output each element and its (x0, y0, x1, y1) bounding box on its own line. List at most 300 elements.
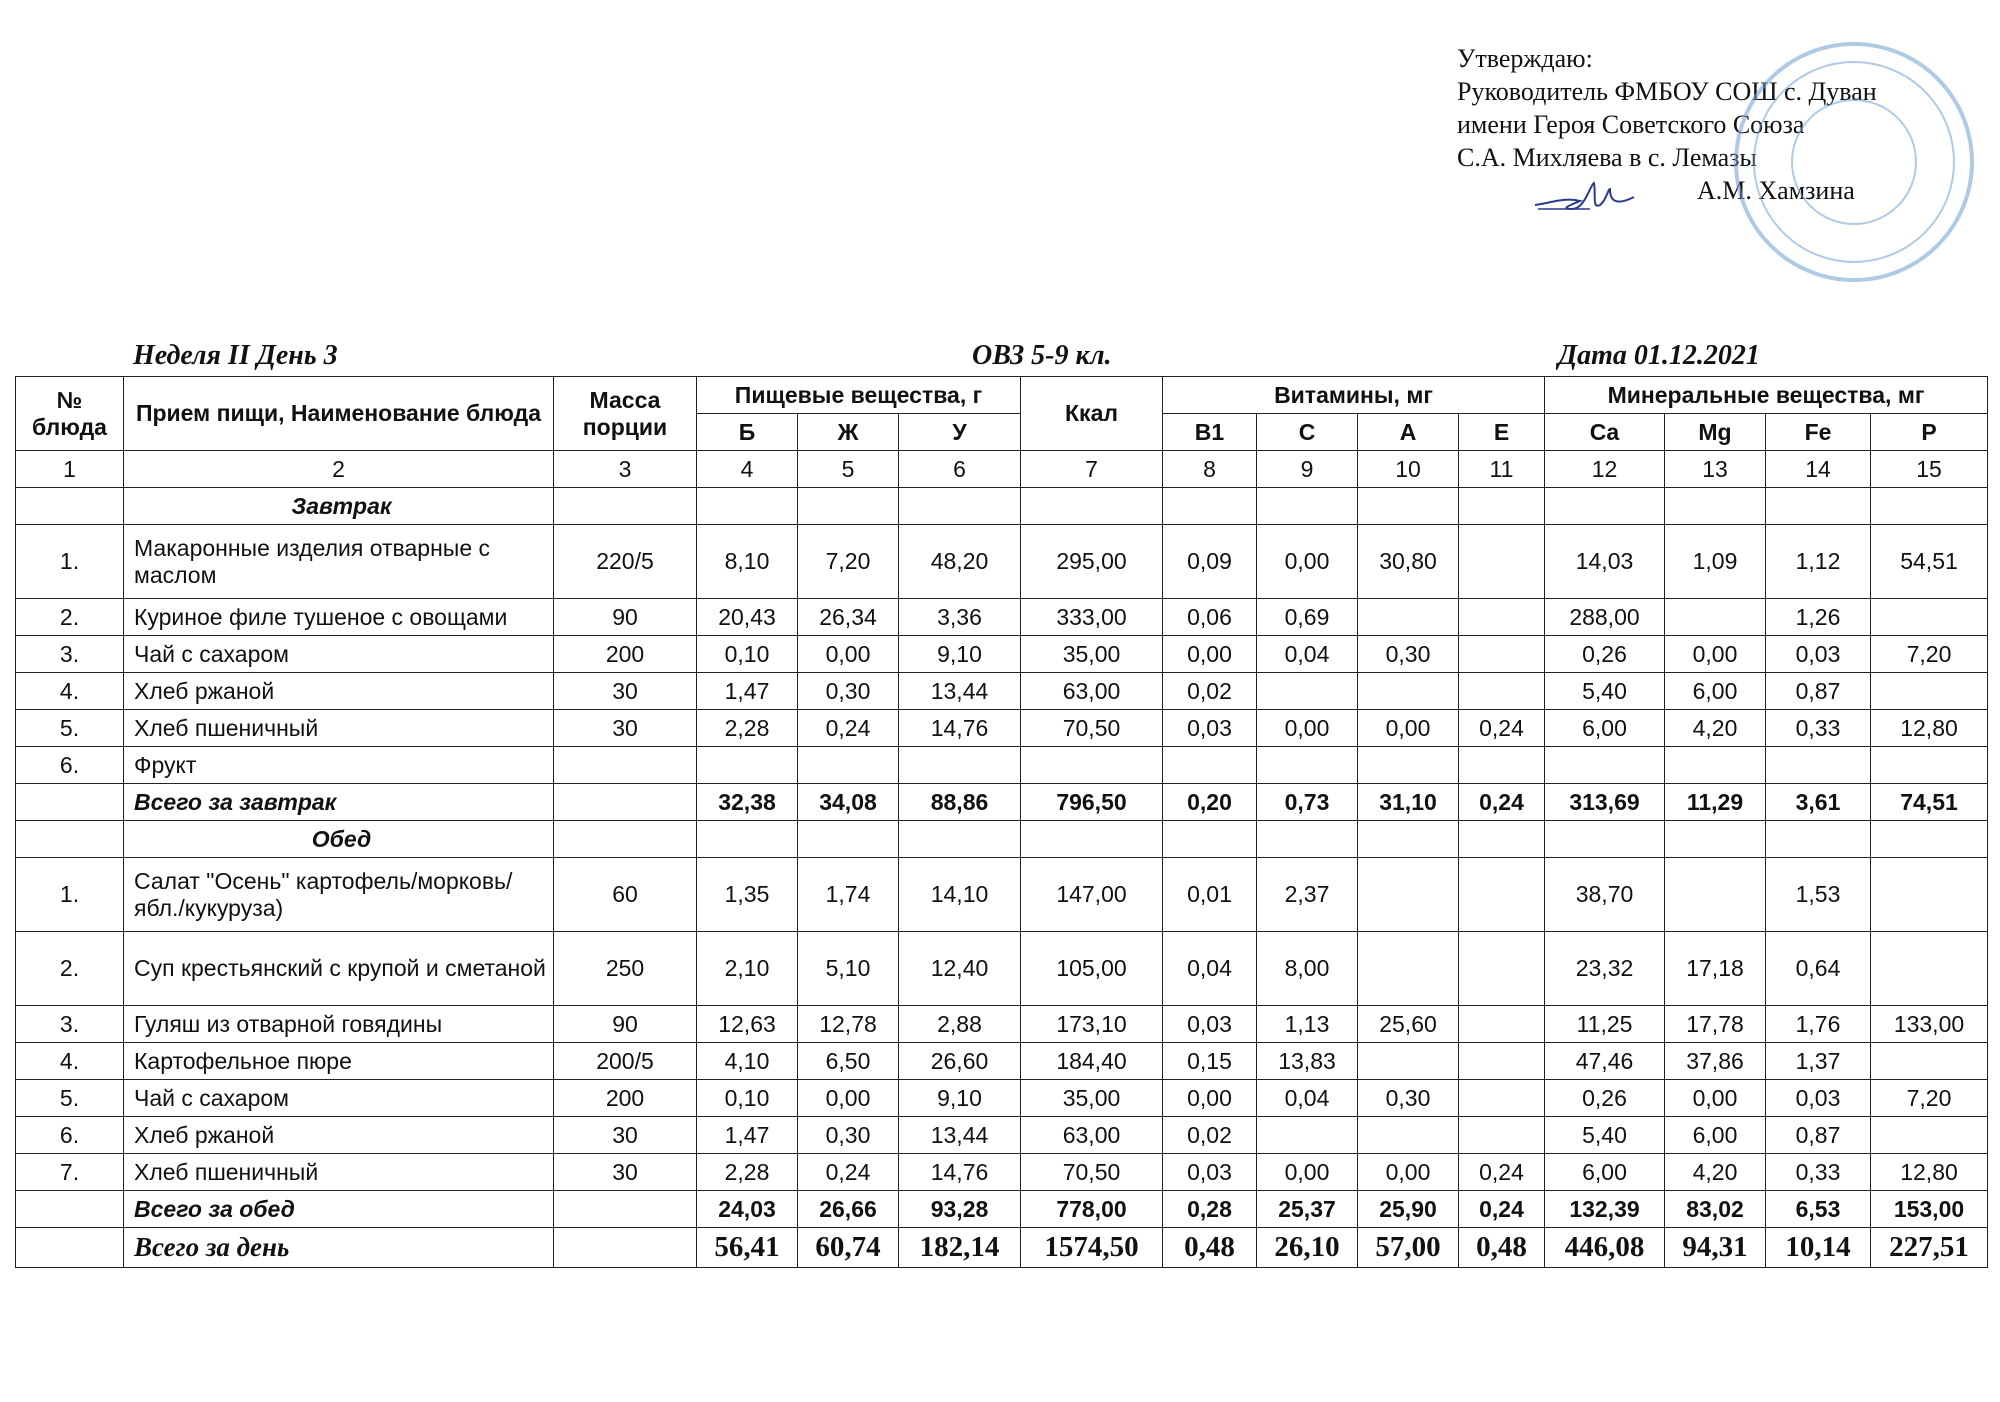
protein-value: 12,63 (697, 1006, 798, 1043)
c-value (1257, 673, 1358, 710)
dish-name: Всего за завтрак (124, 784, 554, 821)
p-value: 12,80 (1871, 1154, 1988, 1191)
b1-value: 0,04 (1163, 932, 1257, 1006)
p-value: 153,00 (1871, 1191, 1988, 1228)
carb-value: 182,14 (899, 1228, 1021, 1268)
a-value: 0,30 (1358, 636, 1459, 673)
fe-value: 1,53 (1766, 858, 1871, 932)
table-row (16, 525, 1988, 599)
b1-value: 0,01 (1163, 858, 1257, 932)
b1-value (1163, 747, 1257, 784)
c-value: 0,04 (1257, 1080, 1358, 1117)
c-value: 25,37 (1257, 1191, 1358, 1228)
c-value: 0,69 (1257, 599, 1358, 636)
subtotal-row (16, 1191, 1988, 1228)
section-row (16, 488, 1988, 525)
dish-number: 5. (16, 710, 124, 747)
dish-number: 1. (16, 858, 124, 932)
kcal-value: 70,50 (1021, 710, 1163, 747)
protein-value: 1,47 (697, 673, 798, 710)
mg-value: 37,86 (1665, 1043, 1766, 1080)
a-value: 0,30 (1358, 1080, 1459, 1117)
mg-value: 1,09 (1665, 525, 1766, 599)
protein-value: 1,35 (697, 858, 798, 932)
dish-number: 2. (16, 932, 124, 1006)
table-row (16, 1154, 1988, 1191)
ca-value: 23,32 (1545, 932, 1665, 1006)
meal-section-title: Обед (124, 821, 554, 858)
mg-value (1665, 858, 1766, 932)
portion-mass: 250 (554, 932, 697, 1006)
p-value (1871, 858, 1988, 932)
fat-value: 6,50 (798, 1043, 899, 1080)
mg-value: 94,31 (1665, 1228, 1766, 1268)
c-value: 0,00 (1257, 1154, 1358, 1191)
fe-value: 0,33 (1766, 1154, 1871, 1191)
protein-value (697, 747, 798, 784)
kcal-value: 173,10 (1021, 1006, 1163, 1043)
protein-value: 8,10 (697, 525, 798, 599)
dish-number (16, 821, 124, 858)
portion-mass: 200 (554, 636, 697, 673)
c-value (1257, 821, 1358, 858)
c-value: 2,37 (1257, 858, 1358, 932)
week-day-label: Неделя II День 3 (133, 340, 338, 371)
fat-value: 34,08 (798, 784, 899, 821)
ca-value: 446,08 (1545, 1228, 1665, 1268)
b1-value: 0,00 (1163, 636, 1257, 673)
table-row (16, 636, 1988, 673)
p-value (1871, 932, 1988, 1006)
a-value: 25,60 (1358, 1006, 1459, 1043)
mg-value (1665, 747, 1766, 784)
dish-name: Хлеб ржаной (124, 673, 554, 710)
b1-value: 0,09 (1163, 525, 1257, 599)
e-value (1459, 821, 1545, 858)
mg-value: 6,00 (1665, 673, 1766, 710)
director-name: А.М. Хамзина (1697, 176, 1855, 205)
b1-value: 0,48 (1163, 1228, 1257, 1268)
p-value: 12,80 (1871, 710, 1988, 747)
subtotal-row (16, 784, 1988, 821)
column-index: 8 (1163, 451, 1257, 488)
approval-line-school: С.А. Михляева в с. Лемазы (1457, 143, 1757, 172)
b1-value: 0,20 (1163, 784, 1257, 821)
fat-value: 0,24 (798, 1154, 899, 1191)
group-label: ОВЗ 5-9 кл. (972, 340, 1112, 371)
ca-value: 5,40 (1545, 673, 1665, 710)
a-value: 57,00 (1358, 1228, 1459, 1268)
col-minerals-header: Минеральные вещества, мг (1545, 377, 1988, 414)
e-value (1459, 1043, 1545, 1080)
b1-value: 0,06 (1163, 599, 1257, 636)
kcal-value: 147,00 (1021, 858, 1163, 932)
dish-number: 4. (16, 673, 124, 710)
col-vitamins-header: Витамины, мг (1163, 377, 1545, 414)
ca-value (1545, 747, 1665, 784)
p-value: 133,00 (1871, 1006, 1988, 1043)
p-value (1871, 599, 1988, 636)
table-row (16, 1043, 1988, 1080)
e-value (1459, 525, 1545, 599)
fe-value (1766, 488, 1871, 525)
dish-name: Суп крестьянский с крупой и сметаной (124, 932, 554, 1006)
table-header (16, 377, 1988, 488)
protein-value: 24,03 (697, 1191, 798, 1228)
kcal-value: 333,00 (1021, 599, 1163, 636)
c-value: 0,73 (1257, 784, 1358, 821)
carb-value: 13,44 (899, 673, 1021, 710)
col-name-header: Прием пищи, Наименование блюда (124, 377, 554, 451)
a-value (1358, 488, 1459, 525)
column-index: 2 (124, 451, 554, 488)
fe-value: 1,76 (1766, 1006, 1871, 1043)
column-index: 6 (899, 451, 1021, 488)
c-value (1257, 488, 1358, 525)
protein-value: 1,47 (697, 1117, 798, 1154)
ca-value: 6,00 (1545, 710, 1665, 747)
a-value (1358, 599, 1459, 636)
e-value: 0,24 (1459, 1154, 1545, 1191)
a-value (1358, 673, 1459, 710)
carb-value: 3,36 (899, 599, 1021, 636)
fat-value: 26,66 (798, 1191, 899, 1228)
fat-value: 0,00 (798, 636, 899, 673)
carb-value: 14,10 (899, 858, 1021, 932)
col-fat-header: Ж (798, 414, 899, 451)
fe-value: 0,87 (1766, 1117, 1871, 1154)
carb-value: 2,88 (899, 1006, 1021, 1043)
table-row (16, 673, 1988, 710)
ca-value: 47,46 (1545, 1043, 1665, 1080)
c-value: 0,00 (1257, 710, 1358, 747)
e-value (1459, 1080, 1545, 1117)
col-p-header: P (1871, 414, 1988, 451)
e-value (1459, 1117, 1545, 1154)
dish-number (16, 1191, 124, 1228)
protein-value: 2,28 (697, 710, 798, 747)
portion-mass (554, 821, 697, 858)
dish-name: Хлеб пшеничный (124, 1154, 554, 1191)
b1-value: 0,03 (1163, 1006, 1257, 1043)
e-value (1459, 932, 1545, 1006)
dish-name: Хлеб пшеничный (124, 710, 554, 747)
a-value: 31,10 (1358, 784, 1459, 821)
kcal-value: 295,00 (1021, 525, 1163, 599)
column-index: 4 (697, 451, 798, 488)
e-value (1459, 1006, 1545, 1043)
carb-value: 14,76 (899, 1154, 1021, 1191)
carb-value: 12,40 (899, 932, 1021, 1006)
e-value (1459, 747, 1545, 784)
p-value (1871, 488, 1988, 525)
dish-name: Гуляш из отварной говядины (124, 1006, 554, 1043)
protein-value: 0,10 (697, 1080, 798, 1117)
p-value: 7,20 (1871, 1080, 1988, 1117)
table-row (16, 858, 1988, 932)
p-value: 54,51 (1871, 525, 1988, 599)
dish-number: 2. (16, 599, 124, 636)
fe-value (1766, 747, 1871, 784)
kcal-value: 63,00 (1021, 673, 1163, 710)
portion-mass (554, 488, 697, 525)
mg-value (1665, 599, 1766, 636)
portion-mass: 30 (554, 1117, 697, 1154)
e-value: 0,48 (1459, 1228, 1545, 1268)
ca-value: 5,40 (1545, 1117, 1665, 1154)
fat-value: 0,00 (798, 1080, 899, 1117)
carb-value: 26,60 (899, 1043, 1021, 1080)
carb-value (899, 488, 1021, 525)
dish-number: 6. (16, 1117, 124, 1154)
portion-mass (554, 1228, 697, 1268)
col-e-header: Е (1459, 414, 1545, 451)
mg-value: 4,20 (1665, 710, 1766, 747)
dish-number (16, 784, 124, 821)
meal-section-title: Завтрак (124, 488, 554, 525)
fat-value: 5,10 (798, 932, 899, 1006)
p-value (1871, 673, 1988, 710)
portion-mass: 30 (554, 710, 697, 747)
column-index: 12 (1545, 451, 1665, 488)
column-index: 3 (554, 451, 697, 488)
col-c-header: С (1257, 414, 1358, 451)
a-value (1358, 821, 1459, 858)
portion-mass: 90 (554, 599, 697, 636)
c-value: 26,10 (1257, 1228, 1358, 1268)
table-row (16, 710, 1988, 747)
fe-value: 0,03 (1766, 1080, 1871, 1117)
a-value: 0,00 (1358, 1154, 1459, 1191)
mg-value: 17,78 (1665, 1006, 1766, 1043)
portion-mass: 220/5 (554, 525, 697, 599)
dish-name: Всего за обед (124, 1191, 554, 1228)
column-index-row (16, 451, 1988, 488)
column-index: 10 (1358, 451, 1459, 488)
fat-value: 12,78 (798, 1006, 899, 1043)
ca-value: 0,26 (1545, 636, 1665, 673)
mg-value: 11,29 (1665, 784, 1766, 821)
kcal-value (1021, 488, 1163, 525)
table-row (16, 932, 1988, 1006)
fe-value: 3,61 (1766, 784, 1871, 821)
table-row (16, 1080, 1988, 1117)
carb-value (899, 821, 1021, 858)
kcal-value: 35,00 (1021, 1080, 1163, 1117)
signature-icon (1530, 175, 1640, 220)
fe-value: 0,03 (1766, 636, 1871, 673)
kcal-value: 105,00 (1021, 932, 1163, 1006)
p-value: 7,20 (1871, 636, 1988, 673)
fe-value: 0,87 (1766, 673, 1871, 710)
column-index: 9 (1257, 451, 1358, 488)
ca-value (1545, 488, 1665, 525)
protein-value: 2,10 (697, 932, 798, 1006)
section-row (16, 821, 1988, 858)
dish-name: Чай с сахаром (124, 1080, 554, 1117)
menu-table (15, 376, 1988, 1268)
dish-name: Картофельное пюре (124, 1043, 554, 1080)
carb-value: 9,10 (899, 636, 1021, 673)
carb-value: 13,44 (899, 1117, 1021, 1154)
col-protein-header: Б (697, 414, 798, 451)
c-value: 8,00 (1257, 932, 1358, 1006)
c-value: 0,00 (1257, 525, 1358, 599)
ca-value: 313,69 (1545, 784, 1665, 821)
p-value: 227,51 (1871, 1228, 1988, 1268)
fat-value: 26,34 (798, 599, 899, 636)
approval-line-position: Руководитель ФМБОУ СОШ с. Дуван (1457, 77, 1877, 106)
col-nutrients-header: Пищевые вещества, г (697, 377, 1021, 414)
dish-name: Фрукт (124, 747, 554, 784)
e-value: 0,24 (1459, 710, 1545, 747)
col-b1-header: В1 (1163, 414, 1257, 451)
mg-value: 0,00 (1665, 1080, 1766, 1117)
dish-number: 4. (16, 1043, 124, 1080)
b1-value: 0,15 (1163, 1043, 1257, 1080)
a-value (1358, 747, 1459, 784)
portion-mass (554, 1191, 697, 1228)
fe-value: 0,33 (1766, 710, 1871, 747)
protein-value: 56,41 (697, 1228, 798, 1268)
dish-name: Чай с сахаром (124, 636, 554, 673)
portion-mass (554, 747, 697, 784)
ca-value: 14,03 (1545, 525, 1665, 599)
p-value (1871, 747, 1988, 784)
dish-number: 3. (16, 1006, 124, 1043)
ca-value: 0,26 (1545, 1080, 1665, 1117)
b1-value (1163, 488, 1257, 525)
col-mg-header: Mg (1665, 414, 1766, 451)
ca-value (1545, 821, 1665, 858)
e-value: 0,24 (1459, 784, 1545, 821)
carb-value: 48,20 (899, 525, 1021, 599)
fe-value: 10,14 (1766, 1228, 1871, 1268)
ca-value: 11,25 (1545, 1006, 1665, 1043)
portion-mass: 60 (554, 858, 697, 932)
a-value: 25,90 (1358, 1191, 1459, 1228)
ca-value: 6,00 (1545, 1154, 1665, 1191)
dish-name: Всего за день (124, 1228, 554, 1268)
dish-number (16, 488, 124, 525)
p-value (1871, 1043, 1988, 1080)
dish-number (16, 1228, 124, 1268)
e-value (1459, 636, 1545, 673)
mg-value: 0,00 (1665, 636, 1766, 673)
approval-line-hero: имени Героя Советского Союза (1457, 110, 1805, 139)
portion-mass: 30 (554, 673, 697, 710)
fat-value: 0,30 (798, 673, 899, 710)
e-value (1459, 599, 1545, 636)
a-value: 30,80 (1358, 525, 1459, 599)
b1-value: 0,03 (1163, 710, 1257, 747)
fe-value: 6,53 (1766, 1191, 1871, 1228)
a-value: 0,00 (1358, 710, 1459, 747)
b1-value: 0,03 (1163, 1154, 1257, 1191)
a-value (1358, 858, 1459, 932)
mg-value (1665, 821, 1766, 858)
kcal-value (1021, 747, 1163, 784)
b1-value: 0,02 (1163, 1117, 1257, 1154)
fe-value (1766, 821, 1871, 858)
e-value (1459, 673, 1545, 710)
b1-value: 0,02 (1163, 673, 1257, 710)
fat-value: 7,20 (798, 525, 899, 599)
table-row (16, 1006, 1988, 1043)
table-row (16, 599, 1988, 636)
column-index: 13 (1665, 451, 1766, 488)
mg-value: 17,18 (1665, 932, 1766, 1006)
p-value (1871, 821, 1988, 858)
dish-name: Куриное филе тушеное с овощами (124, 599, 554, 636)
col-ca-header: Ca (1545, 414, 1665, 451)
table-body (16, 488, 1988, 1268)
protein-value (697, 488, 798, 525)
protein-value: 4,10 (697, 1043, 798, 1080)
col-num-header: № блюда (16, 377, 124, 451)
date-label: Дата 01.12.2021 (1558, 340, 1760, 371)
table-row (16, 747, 1988, 784)
kcal-value: 1574,50 (1021, 1228, 1163, 1268)
protein-value: 2,28 (697, 1154, 798, 1191)
col-a-header: А (1358, 414, 1459, 451)
table-row (16, 1117, 1988, 1154)
fat-value: 60,74 (798, 1228, 899, 1268)
fat-value: 0,30 (798, 1117, 899, 1154)
ca-value: 288,00 (1545, 599, 1665, 636)
kcal-value: 35,00 (1021, 636, 1163, 673)
fat-value: 0,24 (798, 710, 899, 747)
fat-value (798, 821, 899, 858)
protein-value: 20,43 (697, 599, 798, 636)
protein-value: 0,10 (697, 636, 798, 673)
e-value (1459, 488, 1545, 525)
col-kcal-header: Ккал (1021, 377, 1163, 451)
portion-mass: 200/5 (554, 1043, 697, 1080)
fe-value: 1,26 (1766, 599, 1871, 636)
column-index: 14 (1766, 451, 1871, 488)
c-value (1257, 747, 1358, 784)
column-index: 1 (16, 451, 124, 488)
ca-value: 132,39 (1545, 1191, 1665, 1228)
fat-value (798, 488, 899, 525)
dish-number: 7. (16, 1154, 124, 1191)
dish-name: Салат "Осень" картофель/морковь/ябл./кукуруза) (124, 858, 554, 932)
b1-value: 0,00 (1163, 1080, 1257, 1117)
dish-number: 3. (16, 636, 124, 673)
e-value: 0,24 (1459, 1191, 1545, 1228)
kcal-value: 63,00 (1021, 1117, 1163, 1154)
portion-mass: 90 (554, 1006, 697, 1043)
mg-value: 4,20 (1665, 1154, 1766, 1191)
dish-name: Макаронные изделия отварные с маслом (124, 525, 554, 599)
mg-value (1665, 488, 1766, 525)
fe-value: 0,64 (1766, 932, 1871, 1006)
protein-value (697, 821, 798, 858)
fe-value: 1,37 (1766, 1043, 1871, 1080)
c-value: 0,04 (1257, 636, 1358, 673)
portion-mass (554, 784, 697, 821)
a-value (1358, 1043, 1459, 1080)
fat-value: 1,74 (798, 858, 899, 932)
approval-line-approve: Утверждаю: (1457, 44, 1593, 73)
portion-mass: 200 (554, 1080, 697, 1117)
kcal-value: 796,50 (1021, 784, 1163, 821)
column-index: 5 (798, 451, 899, 488)
b1-value: 0,28 (1163, 1191, 1257, 1228)
col-mass-header: Масса порции (554, 377, 697, 451)
col-carb-header: У (899, 414, 1021, 451)
